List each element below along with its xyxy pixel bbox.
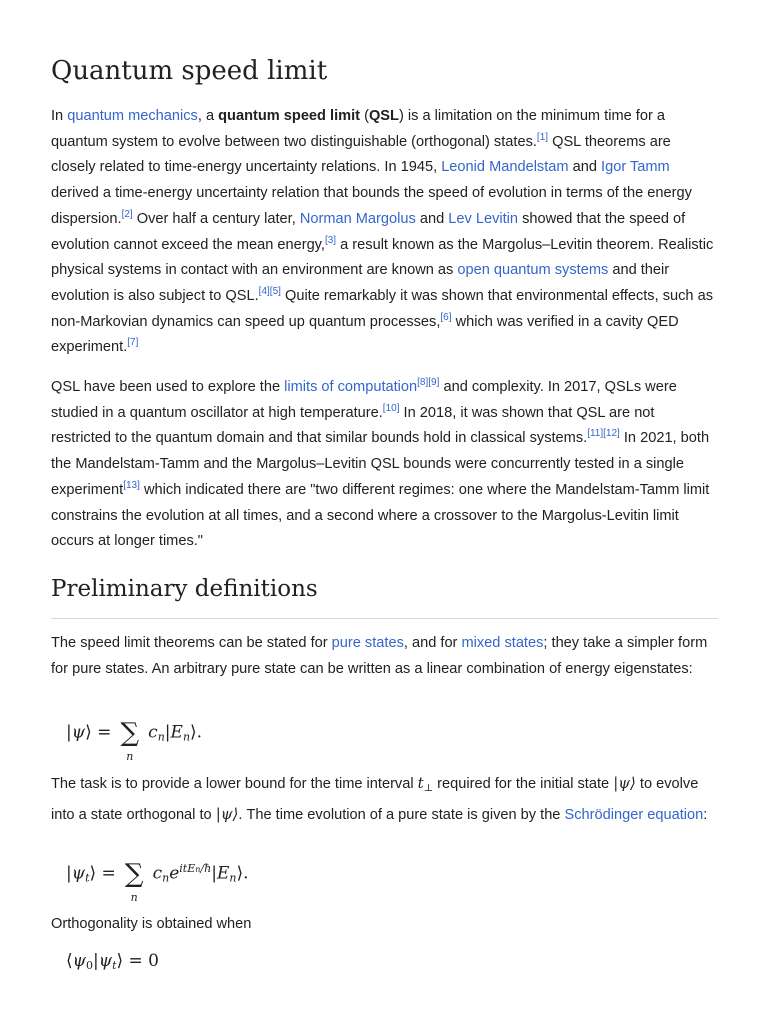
intro-text: derived a time-energy uncertainty relation that bounds the speed of evolution in terms of the energy dispersion. (51, 185, 692, 227)
task-paragraph (51, 771, 718, 828)
intro-text: In (51, 108, 68, 124)
link-norman-margolus[interactable]: Norman Margolus (299, 210, 416, 227)
intro-text: ( (360, 108, 369, 124)
math-psi-ket: |ψ⟩ (613, 774, 636, 792)
para-text: In 2021, both the Mandelstam-Tamm and the Margolus–Levitin QSL bounds were concurrently tested in a single experiment (51, 430, 710, 498)
definitions-paragraph (51, 631, 718, 682)
link-limits-of-computation[interactable]: limits of computation (284, 379, 418, 395)
link-mixed-states[interactable]: mixed states (461, 635, 544, 651)
ref-11[interactable]: [11] (587, 428, 604, 440)
section-heading-preliminary: Preliminary definitions (51, 576, 318, 602)
intro-text: Quite remarkably it was shown that environmental effects, such as non-Markovian dynamics can speed up quantum processes, (51, 287, 713, 330)
ref-12[interactable]: [12] (603, 428, 620, 440)
intro-text: and (415, 210, 449, 227)
para-text: , and for (403, 635, 462, 651)
intro-text: , a (197, 108, 219, 124)
section-divider (51, 618, 718, 619)
para-text: and complexity. In 2017, QSLs were studied in a quantum oscillator at high temperature. (51, 379, 677, 421)
page-title: Quantum speed limit (51, 56, 328, 86)
para-text: required for the initial state (433, 776, 614, 792)
ref-13[interactable]: [13] (123, 479, 140, 491)
math-psi-ket: |ψ⟩ (215, 804, 239, 823)
math-t-perp: $t_\perp$ (417, 774, 434, 794)
ref-3[interactable]: [3] (324, 234, 337, 246)
intro-text: QSL theorems are closely related to time-energy uncertainty relations. In 1945, (51, 133, 671, 176)
link-schrodinger-equation[interactable]: Schrödinger equation (564, 806, 704, 823)
orthogonality-paragraph: Orthogonality is obtained when (51, 916, 252, 932)
intro-text: which was verified in a cavity QED experiment. (51, 313, 679, 356)
ref-2[interactable]: [2] (121, 208, 133, 220)
link-open-quantum-systems[interactable]: open quantum systems (457, 262, 609, 279)
intro-text: and (568, 159, 602, 176)
para-text: QSL have been used to explore the (51, 379, 285, 395)
equation-pure-state: |ψ⟩ = ∑ n $c_n|E_n⟩$. (66, 718, 203, 763)
equation-orthogonality: $⟨\psi_0|\psi_t⟩ = 0$ (66, 951, 159, 972)
ref-6[interactable]: [6] (440, 311, 452, 323)
history-paragraph (51, 375, 718, 555)
intro-text: showed that the speed of evolution cannot exceed the mean energy, (51, 210, 686, 253)
para-text: . The time evolution of a pure state is given by the (238, 806, 565, 823)
intro-paragraph (51, 104, 718, 361)
intro-text: Over half a century later, (132, 210, 300, 227)
para-text: to evolve into a state orthogonal to (51, 776, 699, 823)
intro-text: and their evolution is also subject to QSL. (51, 262, 670, 304)
equation-time-evolution: $|\psi_t⟩$ = ∑ n $c_ne^{itEn/ħ}|E_n⟩$. (66, 859, 249, 904)
term-quantum-speed-limit: quantum speed limit (218, 108, 361, 124)
link-leonid-mandelstam[interactable]: Leonid Mandelstam (441, 159, 569, 176)
ref-10[interactable]: [10] (382, 402, 400, 414)
intro-text: ) is a limitation on the minimum time for a quantum system to evolve between two distinguishable (orthogonal) states. (51, 108, 665, 150)
intro-text: a result known as the Margolus–Levitin theorem. Realistic physical systems in contact with an environment are known as (51, 236, 714, 279)
ref-8[interactable]: [8] (417, 377, 429, 389)
ref-9[interactable]: [9] (428, 377, 440, 389)
para-text: ; they take a simpler form for pure states. An arbitrary pure state can be written as a linear combination of energy eigenstates: (51, 635, 708, 677)
ref-7[interactable]: [7] (127, 337, 139, 349)
link-pure-states[interactable]: pure states (331, 635, 404, 651)
link-quantum-mechanics[interactable]: quantum mechanics (67, 108, 198, 124)
ref-5[interactable]: [5] (269, 286, 281, 298)
ref-1[interactable]: [1] (536, 131, 549, 143)
ref-4[interactable]: [4] (258, 286, 270, 298)
para-text: In 2018, it was shown that QSL are not restricted to the quantum domain and that similar bounds hold in classical systems. (51, 404, 655, 447)
link-lev-levitin[interactable]: Lev Levitin (448, 210, 519, 227)
para-text: which indicated there are "two different regimes: one where the Mandelstam-Tamm limit constrains the evolution at all times, and a second where a crossover to the Margolus-Levitin limit occurs at longer times." (51, 481, 710, 550)
para-text: The task is to provide a lower bound for the time interval (51, 776, 418, 792)
term-qsl: QSL (368, 108, 399, 124)
para-text: The speed limit theorems can be stated for (51, 635, 332, 651)
link-igor-tamm[interactable]: Igor Tamm (601, 159, 670, 176)
para-text: : (703, 806, 708, 823)
